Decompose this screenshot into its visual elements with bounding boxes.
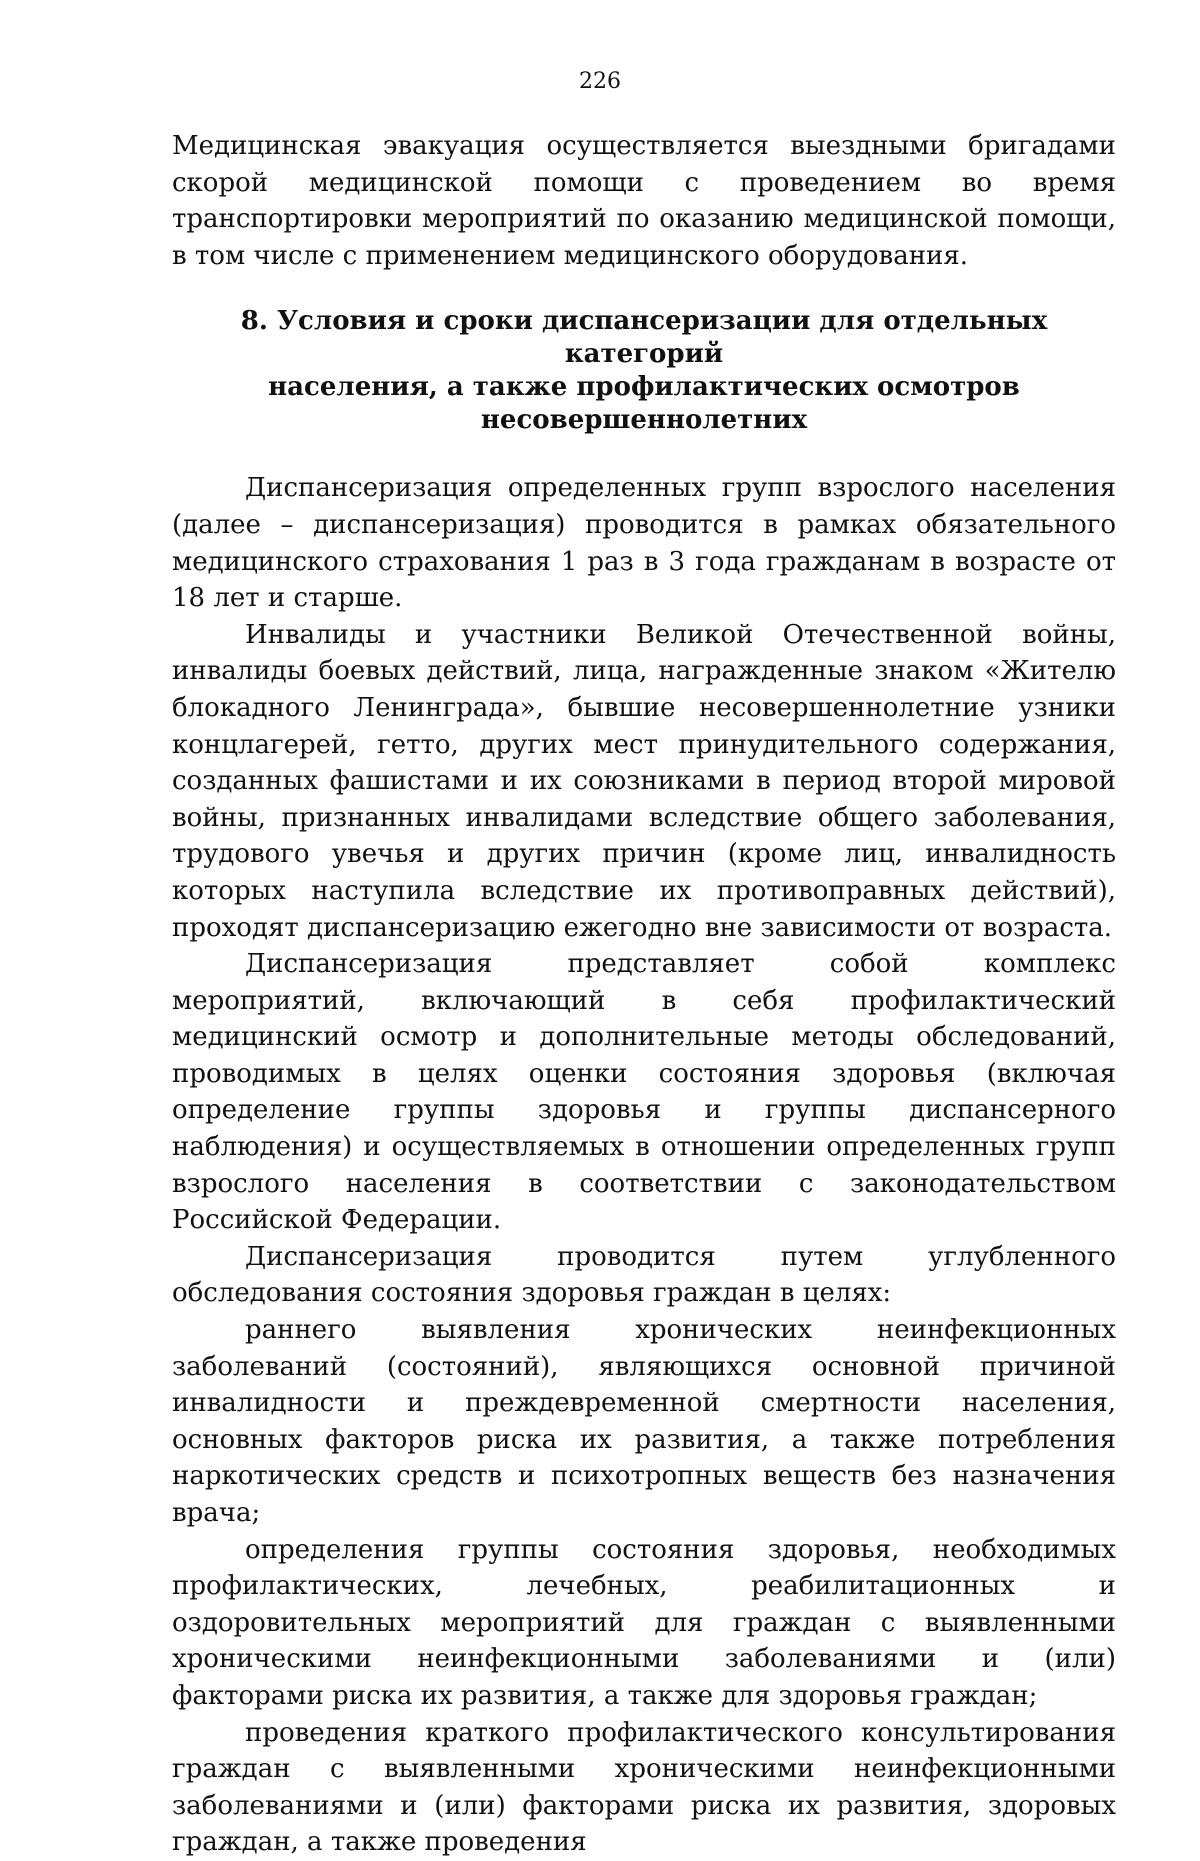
- section-heading-line-2: населения, а также профилактических осмотров несовершеннолетних: [268, 372, 1020, 436]
- paragraph: Диспансеризация представляет собой комплекс мероприятий, включающий в себя профилактический медицинский осмотр и дополнительные методы обследований, проводимых в целях оценки состояния здоровья (включая определение группы здоровья и группы диспансерного наблюдения) и осуществляемых в отношении определенных групп взрослого населения в соответствии с законодательством Российской Федерации.: [172, 949, 1116, 1236]
- page-number: 226: [579, 69, 621, 94]
- paragraph: Диспансеризация определенных групп взрослого населения (далее – диспансеризация) проводится в рамках обязательного медицинского страхования 1 раз в 3 года гражданам в возрасте от 18 лет и старше.: [172, 473, 1116, 614]
- paragraph: раннего выявления хронических неинфекционных заболеваний (состояний), являющихся основной причиной инвалидности и преждевременной смертности населения, основных факторов риска их развития, а также потребления наркотических средств и психотропных веществ без назначения врача;: [172, 1315, 1116, 1528]
- paragraph: проведения краткого профилактического консультирования граждан с выявленными хроническими неинфекционными заболеваниями и (или) факторами риска их развития, здоровых граждан, а также проведения: [172, 1717, 1116, 1858]
- section-heading-line-1: 8. Условия и сроки диспансеризации для отдельных категорий: [240, 306, 1048, 370]
- document-body: [172, 128, 1116, 1861]
- paragraph: Инвалиды и участники Великой Отечественной войны, инвалиды боевых действий, лица, награжденные знаком «Жителю блокадного Ленинграда», бывшие несовершеннолетние узники концлагерей, гетто, других мест принудительного содержания, созданных фашистами и их союзниками в период второй мировой войны, признанных инвалидами вследствие общего заболевания, трудового увечья и других причин (кроме лиц, инвалидность которых наступила вследствие их противоправных действий), проходят диспансеризацию ежегодно вне зависимости от возраста.: [172, 619, 1116, 943]
- paragraph-evacuation: Медицинская эвакуация осуществляется выездными бригадами скорой медицинской помощи с проведением во время транспортировки мероприятий по оказанию медицинской помощи, в том числе с применением медицинского оборудования.: [172, 131, 1116, 271]
- paragraph: определения группы состояния здоровья, необходимых профилактических, лечебных, реабилитационных и оздоровительных мероприятий для граждан с выявленными хроническими неинфекционными заболеваниями и (или) факторами риска их развития, а также для здоровья граждан;: [172, 1534, 1116, 1711]
- section-heading: [172, 305, 1116, 437]
- paragraph: Диспансеризация проводится путем углубленного обследования состояния здоровья граждан в целях:: [172, 1241, 1116, 1309]
